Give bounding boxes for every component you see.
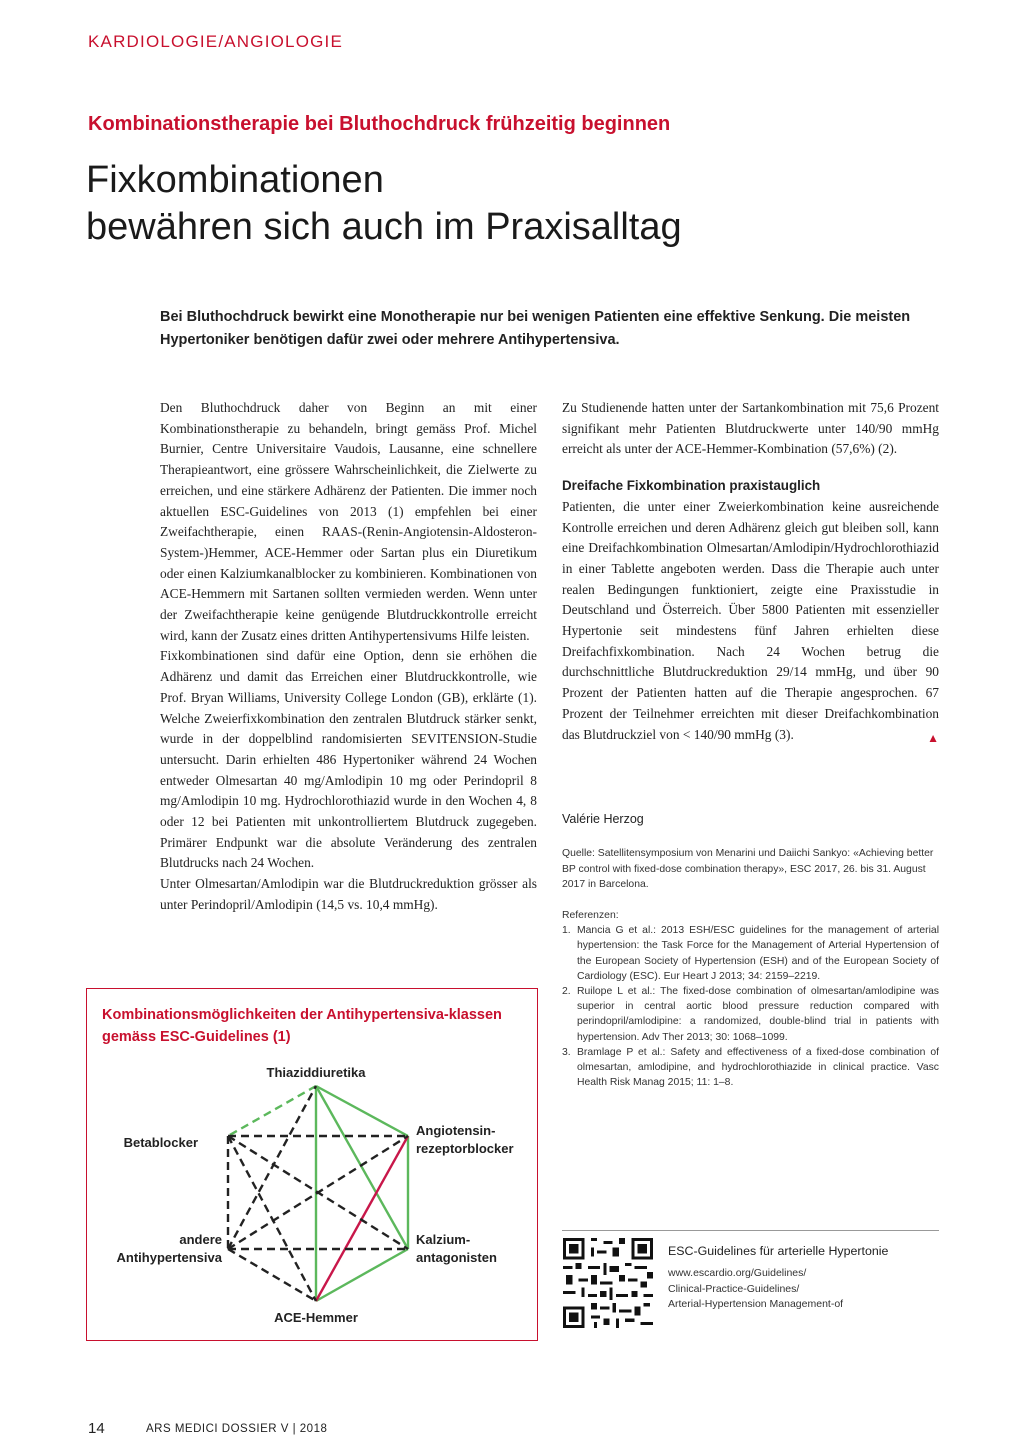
- edge-other-thiazid: [228, 1086, 316, 1249]
- reference-number: 2.: [562, 986, 571, 998]
- reference-number: 1.: [562, 925, 571, 937]
- reference-item: [562, 923, 939, 984]
- qr-code-icon[interactable]: [563, 1238, 653, 1328]
- qr-url-line-1: www.escardio.org/Guidelines/: [668, 1267, 807, 1279]
- author: Valérie Herzog: [562, 812, 644, 826]
- node-other-line2: Antihypertensiva: [116, 1250, 222, 1265]
- source-note: Quelle: Satellitensymposium von Menarini und Daiichi Sankyo: «Achieving better BP control with fixed-dose combination therapy», ESC 2017, 26. bis 31. August 2017 in Barcelona.: [562, 848, 934, 890]
- title-line-2: bewähren sich auch im Praxisalltag: [86, 206, 682, 248]
- node-arb-line2: rezeptorblocker: [416, 1141, 514, 1156]
- reference-item: [562, 1045, 939, 1091]
- col1-paragraph-2: Fixkombinationen sind dafür eine Option, denn sie erhöhen die Adhärenz und damit das Erreichen einer Blutdruckkontrolle, wie Prof. Bryan Williams, University College London (GB), erklärte (1). Welche Zweierfixkombination den zentralen Blutdruck stärker senkt, wurde in der doppelblind randomisierten SEVITENSION-Studie untersucht. Darin erhielten 486 Hypertoniker während 24 Wochen entweder Olmesartan 40 mg/Amlodipin 10 mg oder Perindopril 8 mg/Amlodipin 10 mg. Hydrochlorothiazid wurde in den Wochen 4, 8 oder 12 bei Patienten mit unkontrolliertem Blutdruck zugegeben. Primärer Endpunkt war die absolute Veränderung des zentralen Blutdrucks nach 24 Wochen.: [160, 648, 537, 871]
- references: [562, 908, 939, 1090]
- col2-heading: Dreifache Fixkombination praxistauglich: [562, 478, 821, 494]
- divider: [562, 1230, 939, 1231]
- combination-diagram: [88, 1055, 536, 1335]
- qr-title: ESC-Guidelines für arterielle Hypertonie: [668, 1244, 889, 1258]
- node-other-line1: andere: [179, 1232, 222, 1247]
- qr-url-line-2: Clinical-Practice-Guidelines/: [668, 1282, 800, 1295]
- col1-paragraph-1: Den Bluthochdruck daher von Beginn an mit einer Kombinationstherapie zu behandeln, bringt gemäss Prof. Michel Burnier, Centre Universitaire Vaudois, Lausanne, eine schnellere Therapieantwort, eine grössere Wahrscheinlichkeit, die Zielwerte zu erreichen, und eine stärkere Adhärenz der Patienten. Die immer noch aktuellen ESC-Guidelines von 2013 (1) empfehlen bei einer Zweifachtherapie, einen RAAS-(Renin-Angiotensin-Aldosteron-System-)Hemmer, ACE-Hemmer oder Sartan plus ein Diuretikum oder einen Kalziumkanalblocker zu kombinieren. Kombinationen von ACE-Hemmern mit Sartanen sollten vermieden werden. Wenn unter der Zweifachtherapie keine genügende Blutdruckkontrolle erreicht wird, kann der Zusatz eines dritten Antihypertensivums Hilfe leisten.: [160, 400, 537, 643]
- col1-paragraph-3: Unter Olmesartan/Amlodipin war die Blutdruckreduktion grösser als unter Perindopril/Amlodipin (14,5 vs. 10,4 mmHg).: [160, 876, 537, 912]
- box-title: Kombinationsmöglichkeiten der Antihypertensiva-klassen gemäss ESC-Guidelines (1): [102, 1007, 502, 1045]
- column-2: [562, 398, 939, 748]
- node-ace: ACE-Hemmer: [274, 1310, 358, 1325]
- edge-beta-ace: [228, 1136, 316, 1301]
- page-number: 14: [88, 1420, 105, 1437]
- publication-name: ARS MEDICI DOSSIER V | 2018: [146, 1423, 328, 1435]
- reference-item: [562, 984, 939, 1045]
- end-mark-icon: ▲: [927, 730, 939, 745]
- references-label: Referenzen:: [562, 910, 619, 921]
- node-thiazid: Thiaziddiuretika: [266, 1065, 366, 1080]
- reference-text: Ruilope L et al.: The fixed-dose combination of olmesartan/amlodipine was superior in central aortic blood pressure reduction compared with perindopril/amlodipine: a randomized, double-blind trial in patients with hypertension. Adv Ther 2013; 30: 1068–1099.: [577, 986, 939, 1043]
- col2-paragraph-1: Zu Studienende hatten unter der Sartankombination mit 75,6 Prozent signifikant mehr Patienten Blutdruckwerte unter 140/90 mmHg erreicht als unter der ACE-Hemmer-Kombination (57,6%) (2).: [562, 400, 939, 457]
- column-1: [160, 398, 537, 916]
- reference-number: 3.: [562, 1046, 571, 1058]
- col2-paragraph-2-text: Patienten, die unter einer Zweierkombination keine ausreichende Kontrolle erreichen und deren Adhärenz gleich gut bleiben soll, kann eine Dreifachkombination Olmesartan/Amlodipin/Hydrochlorothiazid in einer Tablette angeboten werden. Dass die Therapie auch unter realen Bedingungen funktioniert, zeigte eine Praxisstudie in Deutschland und Österreich. Über 5800 Patienten mit essenzieller Hypertonie seit mindestens fünf Jahren erhielten diese Dreifachfixkombination. Nach 24 Wochen betrug die durchschnittliche Blutdruckreduktion 29/14 mmHg, und über 90 Prozent der Patienten hatten auf die Therapie angesprochen. 67 Prozent der Teilnehmer erreichten mit dieser Dreifachkombination das Blutdruckziel von < 140/90 mmHg (3).: [562, 498, 939, 742]
- node-arb-line1: Angiotensin-: [416, 1123, 496, 1138]
- article-title: [86, 157, 846, 251]
- section-kicker: KARDIOLOGIE/ANGIOLOGIE: [88, 32, 344, 51]
- col2-paragraph-2: [562, 497, 939, 745]
- qr-url[interactable]: [668, 1266, 843, 1313]
- node-beta: Betablocker: [123, 1135, 198, 1150]
- article-subtitle: Kombinationstherapie bei Bluthochdruck frühzeitig beginnen: [88, 113, 671, 135]
- lead-paragraph: Bei Bluthochdruck bewirkt eine Monotherapie nur bei wenigen Patienten eine effektive Senkung. Die meisten Hypertoniker benötigen dafür zwei oder mehrere Antihypertensiva.: [160, 309, 911, 348]
- reference-text: Mancia G et al.: 2013 ESH/ESC guidelines for the management of arterial hypertension: the Task Force for the Management of Arterial Hypertension of the European Society of Hypertension (ESH) and of the European Society of Cardiology (ESC). Eur Heart J 2013; 34: 2159–2219.: [577, 925, 939, 982]
- references-list: [562, 923, 939, 1090]
- title-line-1: Fixkombinationen: [86, 159, 384, 201]
- node-ca-line1: Kalzium-: [416, 1232, 471, 1247]
- reference-text: Bramlage P et al.: Safety and effectiveness of a fixed-dose combination of olmesartan, amlodipine, and hydrochlorothiazide in clinical practice. Vasc Health Risk Manag 2015; 11: 1–8.: [577, 1046, 939, 1089]
- node-ca-line2: antagonisten: [416, 1250, 497, 1265]
- qr-url-line-3: Arterial-Hypertension Management-of: [668, 1298, 844, 1310]
